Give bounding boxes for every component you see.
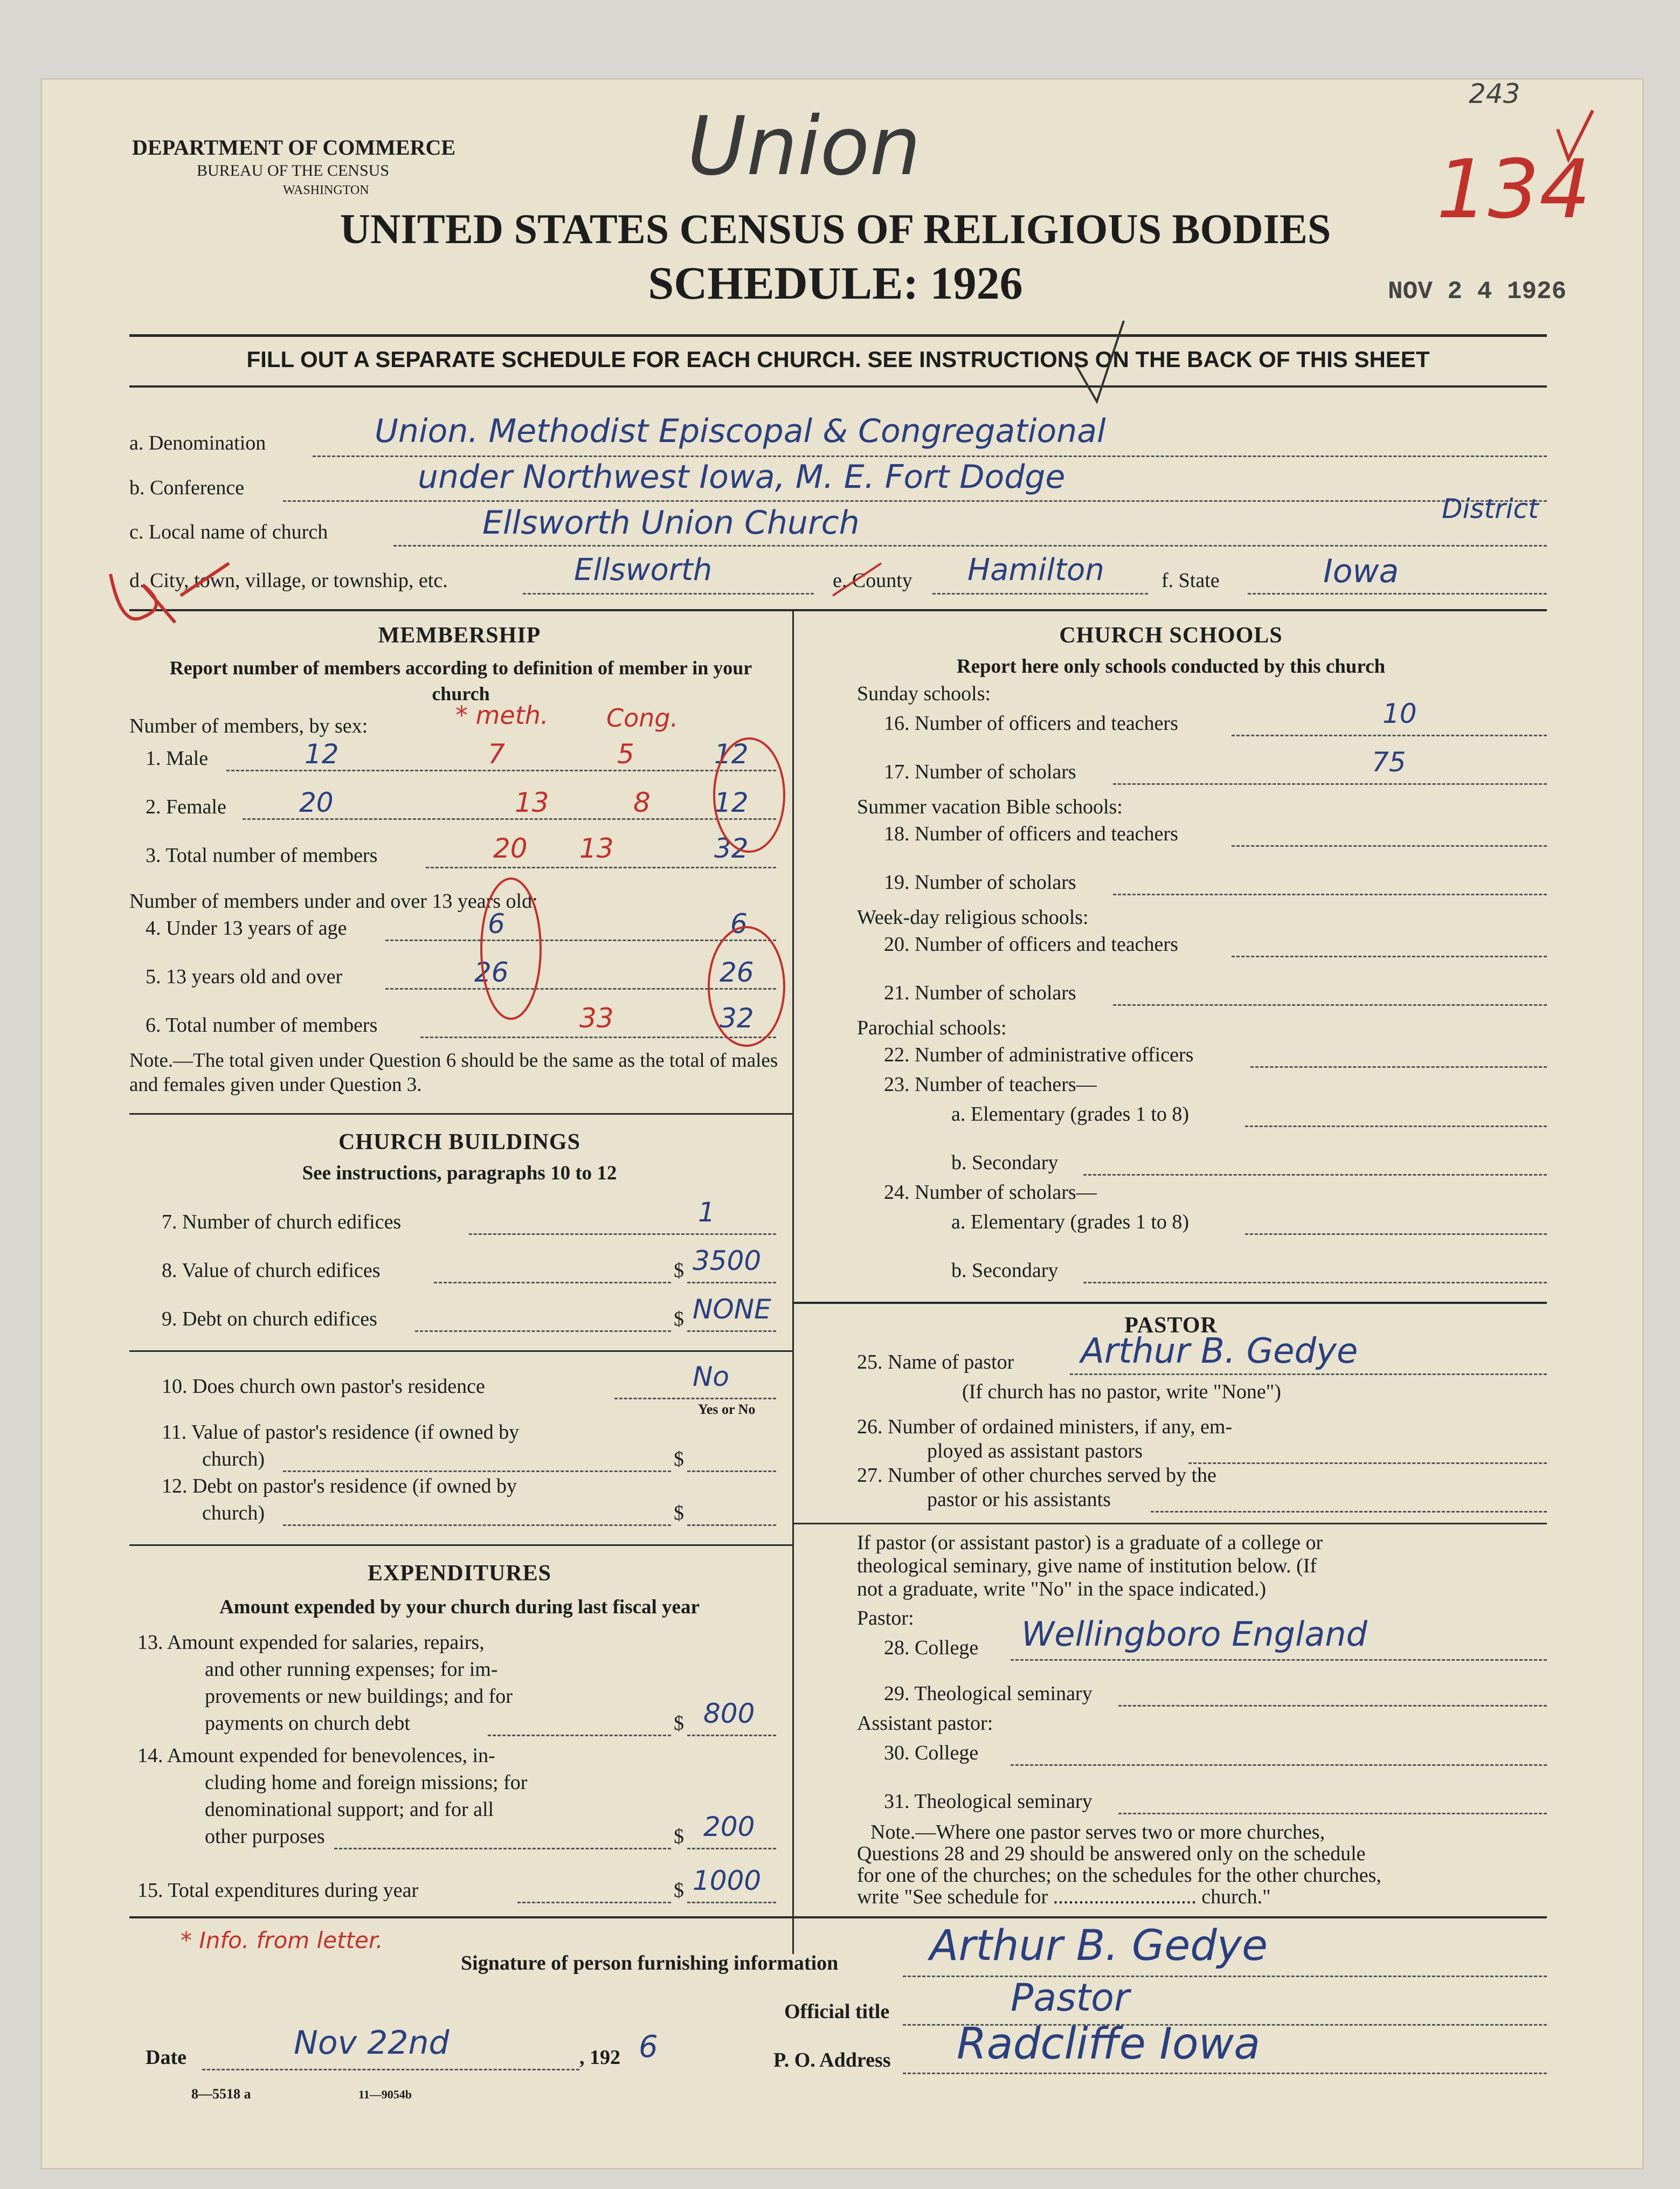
buildings-subtitle: See instructions, paragraphs 10 to 12	[302, 1162, 617, 1184]
q16-label: 16. Number of officers and teachers	[884, 712, 1178, 735]
pastor-note-4: write "See schedule for ............................ church."	[857, 1886, 1271, 1908]
county-label: e. County	[833, 569, 912, 592]
schools-title: CHURCH SCHOOLS	[1059, 623, 1283, 648]
q31-label: 31. Theological seminary	[884, 1790, 1093, 1813]
po-address-label: P. O. Address	[773, 2049, 891, 2071]
q2-cong: 8	[633, 787, 651, 818]
q30-label: 30. College	[884, 1742, 979, 1764]
form-number: 8—5518 a	[191, 2086, 251, 2102]
q1-value: 12	[305, 738, 339, 770]
q1-total: 12	[714, 738, 749, 770]
q7-label: 7. Number of church edifices	[162, 1211, 402, 1233]
received-date-stamp: NOV 2 4 1926	[1388, 278, 1567, 306]
grad-note-2: theological seminary, give name of institution below. (If	[857, 1555, 1317, 1577]
pastor-note-3: for one of the churches; on the schedules for the other churches,	[857, 1864, 1381, 1887]
pastor-sublabel: Pastor:	[857, 1607, 914, 1629]
page-number: 243	[1469, 78, 1520, 109]
grad-note-1: If pastor (or assistant pastor) is a graduate of a college or	[857, 1531, 1323, 1554]
college-value: Wellingboro England	[1021, 1614, 1367, 1654]
q4-total: 6	[730, 908, 748, 940]
q6-total: 32	[720, 1003, 754, 1034]
conference-value-district: District	[1442, 493, 1539, 524]
yes-no-hint: Yes or No	[698, 1401, 756, 1417]
q9-dollar: $	[674, 1308, 684, 1330]
q6-label: 6. Total number of members	[146, 1014, 378, 1037]
q22-label: 22. Number of administrative officers	[884, 1044, 1194, 1066]
q15-value: 1000	[693, 1865, 762, 1896]
q2-meth: 13	[515, 787, 549, 818]
q11-label-a: 11. Value of pastor's residence (if owned by	[162, 1421, 520, 1444]
church-name-label: c. Local name of church	[129, 521, 328, 543]
expenditures-title: EXPENDITURES	[367, 1561, 552, 1586]
q3-total: 32	[714, 833, 749, 864]
q24b-label: b. Secondary	[951, 1259, 1059, 1282]
q10-value: No	[693, 1361, 729, 1392]
q14-line-2: cluding home and foreign missions; for	[205, 1771, 528, 1794]
pastor-note-2: Questions 28 and 29 should be answered only on the schedule	[857, 1842, 1366, 1865]
q13-dollar: $	[674, 1712, 684, 1735]
parochial-schools-label: Parochial schools:	[857, 1017, 1007, 1039]
q6-red-value: 33	[579, 1003, 614, 1034]
q8-dollar: $	[674, 1259, 684, 1282]
q16-value: 10	[1382, 698, 1417, 729]
weekday-schools-label: Week-day religious schools:	[857, 906, 1089, 929]
q27-label-a: 27. Number of other churches served by the	[857, 1464, 1216, 1487]
q5-value: 26	[474, 957, 509, 988]
q13-line-4: payments on church debt	[205, 1712, 410, 1735]
q1-label: 1. Male	[146, 747, 209, 770]
dept-heading: DEPARTMENT OF COMMERCE	[132, 135, 456, 160]
q2-total: 12	[714, 787, 749, 818]
q28-label: 28. College	[884, 1636, 979, 1659]
membership-subtitle: Report number of members according to definition of member in your church	[169, 657, 752, 705]
q15-label: 15. Total expenditures during year	[137, 1879, 419, 1902]
print-number: 11—9054b	[358, 2088, 412, 2101]
buildings-title: CHURCH BUILDINGS	[338, 1130, 580, 1155]
q1-cong: 5	[617, 738, 634, 770]
by-age-label: Number of members under and over 13 years old:	[129, 890, 538, 913]
denomination-value: Union. Methodist Episcopal & Congregational	[375, 412, 1106, 450]
q13-value: 800	[703, 1698, 755, 1729]
q12-label-b: church)	[202, 1502, 265, 1524]
q18-label: 18. Number of officers and teachers	[884, 823, 1178, 845]
note-meth: * meth.	[455, 701, 549, 730]
official-title-value: Pastor	[1011, 1976, 1130, 2020]
q25-label: 25. Name of pastor	[857, 1351, 1014, 1373]
schedule-year: SCHEDULE: 1926	[648, 257, 1023, 309]
asst-pastor-sublabel: Assistant pastor:	[857, 1712, 993, 1735]
q14-line-1: 14. Amount expended for benevolences, in-	[137, 1744, 495, 1767]
q13-line-1: 13. Amount expended for salaries, repairs,	[137, 1631, 485, 1654]
handwritten-title: Union	[687, 100, 921, 194]
q3-label: 3. Total number of members	[146, 844, 378, 867]
q24-label: 24. Number of scholars—	[884, 1181, 1097, 1204]
church-name-value: Ellsworth Union Church	[482, 504, 860, 542]
state-value: Iowa	[1323, 553, 1399, 590]
pastor-name-value: Arthur B. Gedye	[1081, 1331, 1358, 1371]
q4-value: 6	[488, 908, 505, 940]
note-cong: Cong.	[606, 703, 679, 733]
q25-note: (If church has no pastor, write "None")	[962, 1380, 1281, 1403]
grad-note-3: not a graduate, write "No" in the space indicated.)	[857, 1578, 1267, 1600]
q17-value: 75	[1372, 747, 1406, 778]
q15-dollar: $	[674, 1879, 684, 1902]
q11-dollar: $	[674, 1448, 684, 1470]
q26-label-b: ployed as assistant pastors	[927, 1440, 1143, 1462]
q10-label: 10. Does church own pastor's residence	[162, 1375, 485, 1398]
sunday-schools-label: Sunday schools:	[857, 682, 991, 705]
city-heading: WASHINGTON	[283, 183, 369, 197]
instruction-line: FILL OUT A SEPARATE SCHEDULE FOR EACH CHURCH. SEE INSTRUCTIONS ON THE BACK OF THIS SHEET	[246, 347, 1430, 372]
official-title-label: Official title	[784, 2000, 890, 2023]
red-info-note: * Info. from letter.	[181, 1927, 383, 1953]
state-label: f. State	[1162, 569, 1220, 592]
form-title: UNITED STATES CENSUS OF RELIGIOUS BODIES	[340, 205, 1331, 252]
q12-dollar: $	[674, 1502, 684, 1524]
q9-label: 9. Debt on church edifices	[162, 1308, 377, 1330]
q14-line-3: denominational support; and for all	[205, 1798, 494, 1821]
year-prefix: , 192	[579, 2046, 620, 2069]
signature-label: Signature of person furnishing information	[461, 1952, 839, 1974]
city-label: d. City, town, village, or township, etc.	[129, 569, 448, 592]
q3-meth: 20	[493, 833, 528, 864]
expenditures-subtitle: Amount expended by your church during last fiscal year	[219, 1596, 700, 1618]
q13-line-3: provements or new buildings; and for	[205, 1685, 513, 1708]
q1-meth: 7	[488, 738, 505, 770]
date-value: Nov 22nd	[294, 2024, 450, 2062]
q3-cong: 13	[579, 833, 614, 864]
date-label: Date	[146, 2046, 186, 2069]
signature-value: Arthur B. Gedye	[930, 1922, 1268, 1970]
q14-line-4: other purposes	[205, 1825, 325, 1848]
po-address-value: Radcliffe Iowa	[957, 2019, 1261, 2069]
q14-dollar: $	[674, 1825, 684, 1848]
bureau-heading: BUREAU OF THE CENSUS	[197, 162, 389, 179]
conference-value: under Northwest Iowa, M. E. Fort Dodge	[418, 458, 1066, 496]
city-value: Ellsworth	[574, 553, 713, 588]
conference-label: b. Conference	[129, 477, 245, 499]
q9-value: NONE	[693, 1294, 771, 1325]
pastor-title: PASTOR	[1124, 1313, 1218, 1338]
q11-label-b: church)	[202, 1448, 265, 1470]
q8-label: 8. Value of church edifices	[162, 1259, 381, 1282]
q23b-label: b. Secondary	[951, 1151, 1059, 1174]
q24a-label: a. Elementary (grades 1 to 8)	[951, 1211, 1190, 1233]
membership-title: MEMBERSHIP	[378, 623, 541, 648]
county-value: Hamilton	[967, 553, 1104, 588]
q13-line-2: and other running expenses; for im-	[205, 1658, 498, 1681]
red-file-number: 134	[1436, 143, 1591, 237]
membership-note: Note.—The total given under Question 6 should be the same as the total of males and females given under Question 3.	[129, 1049, 778, 1096]
census-schedule-sheet	[40, 78, 1644, 2170]
q27-label-b: pastor or his assistants	[927, 1488, 1111, 1511]
q12-label-a: 12. Debt on pastor's residence (if owned by	[162, 1475, 517, 1497]
denomination-label: a. Denomination	[129, 432, 266, 454]
q5-total: 26	[720, 957, 754, 988]
q19-label: 19. Number of scholars	[884, 871, 1076, 894]
q23a-label: a. Elementary (grades 1 to 8)	[951, 1103, 1190, 1125]
q26-label-a: 26. Number of ordained ministers, if any, em-	[857, 1415, 1233, 1438]
red-ink-marks	[40, 78, 1644, 2170]
q17-label: 17. Number of scholars	[884, 761, 1076, 783]
by-sex-label: Number of members, by sex:	[129, 715, 368, 737]
schools-subtitle: Report here only schools conducted by this church	[956, 655, 1386, 678]
q21-label: 21. Number of scholars	[884, 982, 1076, 1004]
q2-value: 20	[299, 787, 334, 818]
q23-label: 23. Number of teachers—	[884, 1073, 1097, 1096]
q8-value: 3500	[693, 1245, 762, 1276]
summer-schools-label: Summer vacation Bible schools:	[857, 796, 1123, 818]
q20-label: 20. Number of officers and teachers	[884, 933, 1178, 956]
q14-value: 200	[703, 1811, 755, 1842]
q5-label: 5. 13 years old and over	[146, 965, 343, 988]
q2-label: 2. Female	[146, 796, 226, 818]
q7-value: 1	[698, 1197, 715, 1228]
q4-label: 4. Under 13 years of age	[146, 917, 347, 940]
pastor-note-1: Note.—Where one pastor serves two or more churches,	[870, 1821, 1325, 1843]
year-value: 6	[639, 2029, 658, 2064]
q29-label: 29. Theological seminary	[884, 1682, 1093, 1705]
